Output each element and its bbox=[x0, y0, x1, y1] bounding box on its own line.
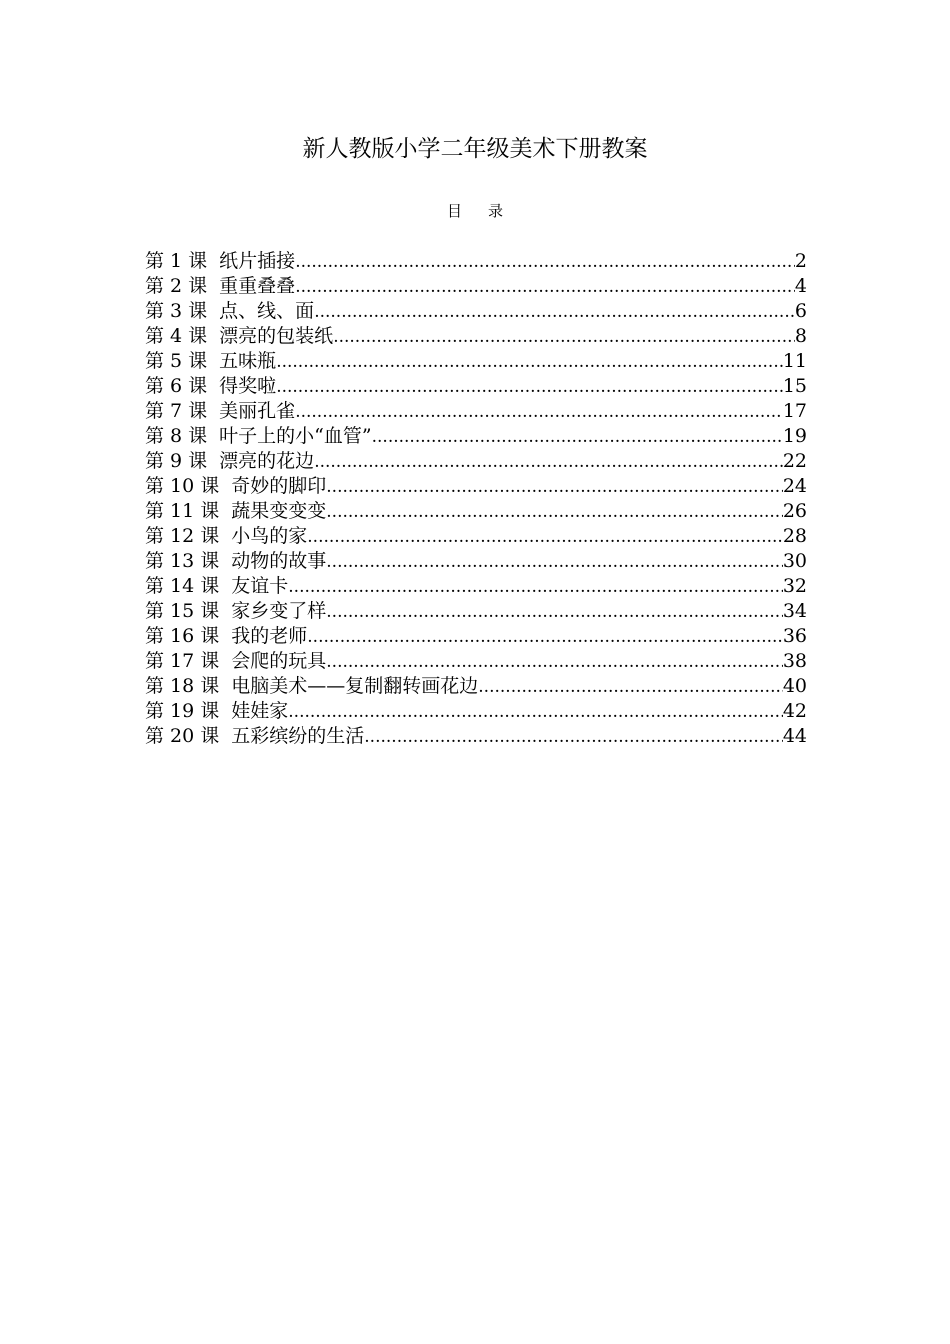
toc-lesson-number: 第 20 课 bbox=[145, 725, 220, 747]
toc-entry[interactable] bbox=[145, 299, 807, 324]
toc-lesson-number: 第 15 课 bbox=[145, 600, 220, 622]
toc-lesson-title: 得奖啦 bbox=[219, 375, 277, 397]
toc-page-number: 36 bbox=[782, 625, 807, 647]
toc-lesson-number: 第 12 课 bbox=[145, 525, 220, 547]
toc-page-number: 42 bbox=[782, 700, 807, 722]
toc-dot-leader bbox=[478, 675, 783, 699]
toc-page-number: 4 bbox=[794, 275, 807, 297]
toc-dot-leader bbox=[326, 500, 783, 524]
toc-lesson-number: 第 19 课 bbox=[145, 700, 220, 722]
toc-lesson-number: 第 16 课 bbox=[145, 625, 220, 647]
toc-page-number: 17 bbox=[782, 400, 807, 422]
toc-lesson-number: 第 2 课 bbox=[145, 275, 208, 297]
toc-dot-leader bbox=[276, 375, 783, 399]
toc-entry[interactable] bbox=[145, 349, 807, 374]
toc-lesson-number: 第 4 课 bbox=[145, 325, 208, 347]
toc-page-number: 30 bbox=[782, 550, 807, 572]
toc-lesson-number: 第 10 课 bbox=[145, 475, 220, 497]
toc-entry[interactable] bbox=[145, 549, 807, 574]
toc-lesson-number: 第 14 课 bbox=[145, 575, 220, 597]
toc-entry[interactable] bbox=[145, 374, 807, 399]
toc-lesson-title: 五味瓶 bbox=[219, 350, 277, 372]
toc-entry[interactable] bbox=[145, 524, 807, 549]
toc-page-number: 22 bbox=[782, 450, 807, 472]
toc-lesson-title: 家乡变了样 bbox=[231, 600, 327, 622]
toc-lesson-number: 第 5 课 bbox=[145, 350, 208, 372]
toc-lesson-title: 娃娃家 bbox=[231, 700, 289, 722]
toc-page-number: 32 bbox=[782, 575, 807, 597]
toc-dot-leader bbox=[295, 275, 795, 299]
toc-page-number: 11 bbox=[782, 350, 807, 372]
document-title: 新人教版小学二年级美术下册教案 bbox=[302, 136, 648, 162]
toc-page-number: 6 bbox=[794, 300, 807, 322]
toc-dot-leader bbox=[326, 650, 783, 674]
toc-entry[interactable] bbox=[145, 574, 807, 599]
toc-lesson-title: 友谊卡 bbox=[231, 575, 289, 597]
toc-entry[interactable] bbox=[145, 724, 807, 749]
toc-lesson-title: 五彩缤纷的生活 bbox=[231, 725, 365, 747]
toc-dot-leader bbox=[295, 250, 795, 274]
toc-dot-leader bbox=[326, 475, 783, 499]
toc-page-number: 26 bbox=[782, 500, 807, 522]
toc-lesson-number: 第 8 课 bbox=[145, 425, 208, 447]
toc-entry[interactable] bbox=[145, 249, 807, 274]
toc-dot-leader bbox=[307, 625, 783, 649]
toc-entry[interactable] bbox=[145, 624, 807, 649]
toc-page-number: 19 bbox=[782, 425, 807, 447]
toc-entry[interactable] bbox=[145, 474, 807, 499]
toc-lesson-title: 漂亮的花边 bbox=[219, 450, 315, 472]
toc-lesson-number: 第 18 课 bbox=[145, 675, 220, 697]
toc-dot-leader bbox=[307, 525, 783, 549]
toc-dot-leader bbox=[276, 350, 783, 374]
toc-page-number: 8 bbox=[794, 325, 807, 347]
toc-lesson-title: 动物的故事 bbox=[231, 550, 327, 572]
toc-entry[interactable] bbox=[145, 699, 807, 724]
toc-dot-leader bbox=[295, 400, 783, 424]
toc-dot-leader bbox=[288, 700, 783, 724]
toc-entry[interactable] bbox=[145, 649, 807, 674]
toc-dot-leader bbox=[372, 425, 783, 449]
toc-entry[interactable] bbox=[145, 324, 807, 349]
toc-lesson-title: 美丽孔雀 bbox=[219, 400, 296, 422]
toc-lesson-title: 叶子上的小“血管” bbox=[219, 425, 372, 447]
toc-lesson-title: 我的老师 bbox=[231, 625, 308, 647]
toc-page-number: 28 bbox=[782, 525, 807, 547]
toc-lesson-title: 会爬的玩具 bbox=[231, 650, 327, 672]
toc-dot-leader bbox=[326, 600, 783, 624]
toc-entry[interactable] bbox=[145, 424, 807, 449]
toc-lesson-title: 蔬果变变变 bbox=[231, 500, 327, 522]
toc-page-number: 15 bbox=[782, 375, 807, 397]
table-of-contents bbox=[145, 249, 807, 749]
toc-lesson-title: 奇妙的脚印 bbox=[231, 475, 327, 497]
toc-entry[interactable] bbox=[145, 274, 807, 299]
toc-lesson-number: 第 11 课 bbox=[145, 500, 220, 522]
toc-dot-leader bbox=[364, 725, 783, 749]
toc-page-number: 34 bbox=[782, 600, 807, 622]
toc-dot-leader bbox=[333, 325, 795, 349]
toc-dot-leader bbox=[326, 550, 783, 574]
toc-page-number: 24 bbox=[782, 475, 807, 497]
toc-lesson-title: 点、线、面 bbox=[219, 300, 315, 322]
toc-lesson-number: 第 7 课 bbox=[145, 400, 208, 422]
toc-lesson-title: 电脑美术——复制翻转画花边 bbox=[231, 675, 479, 697]
toc-dot-leader bbox=[288, 575, 783, 599]
toc-lesson-number: 第 6 课 bbox=[145, 375, 208, 397]
toc-entry[interactable] bbox=[145, 449, 807, 474]
toc-lesson-number: 第 3 课 bbox=[145, 300, 208, 322]
toc-lesson-number: 第 13 课 bbox=[145, 550, 220, 572]
toc-page-number: 40 bbox=[782, 675, 807, 697]
toc-entry[interactable] bbox=[145, 674, 807, 699]
toc-lesson-number: 第 1 课 bbox=[145, 250, 208, 272]
toc-heading: 目录 bbox=[446, 202, 529, 220]
toc-page-number: 44 bbox=[782, 725, 807, 747]
toc-page-number: 2 bbox=[794, 250, 807, 272]
toc-entry[interactable] bbox=[145, 399, 807, 424]
toc-lesson-title: 小鸟的家 bbox=[231, 525, 308, 547]
toc-lesson-title: 纸片插接 bbox=[219, 250, 296, 272]
toc-lesson-title: 漂亮的包装纸 bbox=[219, 325, 334, 347]
toc-dot-leader bbox=[314, 300, 795, 324]
toc-lesson-number: 第 17 课 bbox=[145, 650, 220, 672]
toc-lesson-number: 第 9 课 bbox=[145, 450, 208, 472]
toc-entry[interactable] bbox=[145, 599, 807, 624]
toc-lesson-title: 重重叠叠 bbox=[219, 275, 296, 297]
toc-page-number: 38 bbox=[782, 650, 807, 672]
toc-entry[interactable] bbox=[145, 499, 807, 524]
toc-dot-leader bbox=[314, 450, 783, 474]
